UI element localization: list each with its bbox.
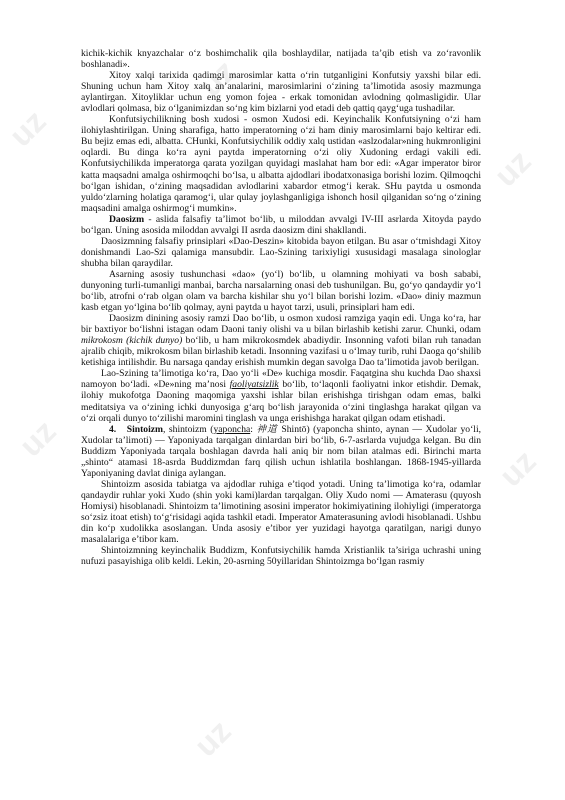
paragraph-text: bo‘lib, u ham mikrokosmdek abadiydir. Insonning vafoti bilan ruh tanadan ajralib chiqib, mikrokosm bilan birlashib ketadi. Insonning vazifasi u o‘lmay turib, ruhi Daoga qo‘shilib ketishiga intilishdir. Bu narsaga qanday erishish mumkin degan savolga Dao ta’limotida javob berilgan. — [81, 335, 481, 369]
term-sintoizm: Sintoizm — [126, 423, 164, 435]
paragraph — [81, 368, 481, 423]
paragraph: kichik-kichik knyazchalar o‘z boshimchalik qila boshlaydilar, natijada ta’qib etish va zo‘ravonlik boshlanadi». — [81, 48, 481, 71]
paragraph-text: bo‘lib, to‘laqonli faoliyatni inkor etishdir. Demak, ilohiy mukofotga Daoning maqomiga yaxshi ishlar bilan erishishga tirishgan odam emas, balki meditatsiya va o‘zining ichki dunyosiga g‘arq bo‘lish jarayonida o‘zini tinglashga harakat qilgan va o‘zi orqali dunyo to‘zilishi maromini tinglash va unga erishishga harakat qilgan odam etishadi. — [81, 379, 481, 424]
link-yaponcha[interactable]: yaponcha — [213, 423, 251, 435]
paragraph-text: - aslida falsafiy ta’limot bo‘lib, u miloddan avvalgi IV-III asrlarda Xitoyda paydo bo‘lgan. Uning asosida miloddan avvalgi II asrda daosizm dini shakllandi. — [81, 213, 481, 236]
paragraph — [81, 424, 481, 479]
paragraph-text: Shintō) (yaponcha shinto, aynan — Xudolar yo‘li, Xudolar ta’limoti) — Yaponiyada tarqalgan dinlardan biri bo‘lib, 6-7-asrlarda vujudga kelgan. Bu din Buddizm Yaponiyada tarqala boshlagan davrda hali aniq bir nom bilan atalmas edi. Birinchi marta „shinto“ atamasi 18-asrda Buddizmdan farq qilish uchun ishlatila boshlangan. 1868-1945-yillarda Yaponiyaning davlat diniga aylangan. — [81, 423, 482, 479]
paragraph-text: Daosizm dinining asosiy ramzi Dao bo‘lib, u osmon xudosi ramziga yaqin edi. Unga ko‘ra, har bir baxtiyor bo‘lishni istagan odam Daoni taniy olishi va u bilan birlashib ketishi zarur. Chunki, odam — [81, 313, 481, 336]
document-body — [81, 48, 481, 567]
paragraph — [81, 214, 481, 236]
term-daosizm: Daosizm — [109, 213, 145, 225]
japanese-term: 神道 — [256, 423, 278, 435]
paragraph: Konfutsiychilikning bosh xudosi - osmon Xudosi edi. Keyinchalik Konfutsiyning o‘zi ham ilohiylashtirilgan. Uning sharafiga, hatto imperatorning o‘zi ham diniy marosimlarni bajo keltirar edi. Bu bejiz emas edi, albatta. CHunki, Konfutsiychilik oddiy xalq ustidan «aslzodalar»ning hukmronligini oqlardi. Bu dinga ko‘ra ayni paytda imperatorning o‘zi oliy Xudoning erdagi vakili edi. Konfutsiychilikda imperatorga qarata yozilgan quyidagi maslahat ham bor edi: «Agar imperator biror katta maqsadni amalga oshirmoqchi bo‘lsa, u albatta ajdodlari ibodatxonasiga borishi lozim. Qilmoqchi bo‘lgan ishidan, o‘zining maqsadidan avlodlarini xabardor etmog‘i kerak. SHu paytda u osmonda yuldo‘zlarning holatiga qaramog‘i, ular qulay joylashganligiga ishonch hosil qilganidan so‘ng o‘zining maqsadini amalga oshirmog‘i mumkin». — [81, 114, 481, 214]
watermark: uz — [2, 102, 53, 154]
watermark: uz — [187, 712, 238, 764]
paragraph: Xitoy xalqi tarixida qadimgi marosimlar katta o‘rin tutganligini Konfutsiy yaxshi bilar edi. Shuning uchun ham Xitoy xalq an’analarini, marosimlarini o‘zining ta’limotida asosiy mazmunga aylantirgan. Xitoyliklar uchun eng yomon fojea - erkak tomonidan avlodning qolmasligidir. Ular avlodlari qolmasa, biz o‘lganimizdan so‘ng kim bizlarni yod etadi deb qattiq qayg‘uga tushadilar. — [81, 70, 481, 115]
paragraph: Daosizmning falsafiy prinsiplari «Dao-Deszin» kitobida bayon etilgan. Bu asar o‘tmishdagi Xitoy donishmandi Lao-Szi qalamiga mansubdir. Lao-Szining tarixiyligi xususidagi masalaga sinologlar shubha bilan qaraydilar. — [81, 235, 481, 269]
watermark: uz — [492, 442, 543, 494]
paragraph: Shintoizm asosida tabiatga va ajdodlar ruhiga e’tiqod yotadi. Uning ta’limotiga ko‘ra, odamlar qandaydir ruhlar yoki Xudo (shin yoki kami)lardan tarqalgan. Oliy Xudo nomi — Amaterasu (quyosh Homiysi) hisoblanadi. Shintoizm ta’limotining asosini imperator hokimiyatining ilohiyligi (imperatorga so‘zsiz itoat etish) to‘g‘risidagi aqida tashkil etadi. Imperator Amaterasuning avlodi hisoblanadi. Ushbu din ko‘p xudolikka asoslangan. Unda asosiy e’tibor yer yuzidagi hayotga qaratilgan, narigi dunyo masalalariga e’tibor kam. — [81, 478, 481, 546]
section-number: 4. — [109, 423, 117, 435]
paragraph: Asarning asosiy tushunchasi «dao» (yo‘l) bo‘lib, u olamning mohiyati va bosh sababi, dunyoning turli-tumanligi manbai, barcha narsalarning onasi deb tushunilgan. Bu, go‘yo qandaydir yo‘l bo‘lib, atrofni o‘rab olgan olam va barcha kishilar shu yo‘l bilan borishi lozim. «Dao» diniy mazmun kasb etgan yo‘lgina bo‘lib qolmay, ayni paytda u hayot tarzi, usuli, prinsiplari ham edi. — [81, 268, 481, 314]
paragraph: Shintoizmning keyinchalik Buddizm, Konfutsiychilik hamda Xristianlik ta’siriga uchrashi uning nufuzi pasayishiga olib keldi. Lekin, 20-asrning 50yillaridan Shintoizmga bo‘lgan rasmiy — [81, 545, 481, 568]
paragraph-text: : — [250, 423, 257, 435]
paragraph-text: Lao-Szining ta’limotiga ko‘ra, Dao yo‘li «De» kuchiga mosdir. Faqatgina shu kuchda Dao shaxsi namoyon bo‘ladi. «De»ning ma’nosi — [81, 368, 481, 391]
paragraph-text: , shintoizm ( — [163, 423, 214, 435]
underlined-term: faoliyatsizlik — [229, 379, 279, 391]
watermark: uz — [487, 142, 538, 194]
watermark: uz — [192, 52, 243, 104]
paragraph — [81, 313, 481, 368]
italic-term: mikrokosm (kichik dunyo) — [81, 335, 183, 347]
watermark: uz — [12, 412, 63, 464]
